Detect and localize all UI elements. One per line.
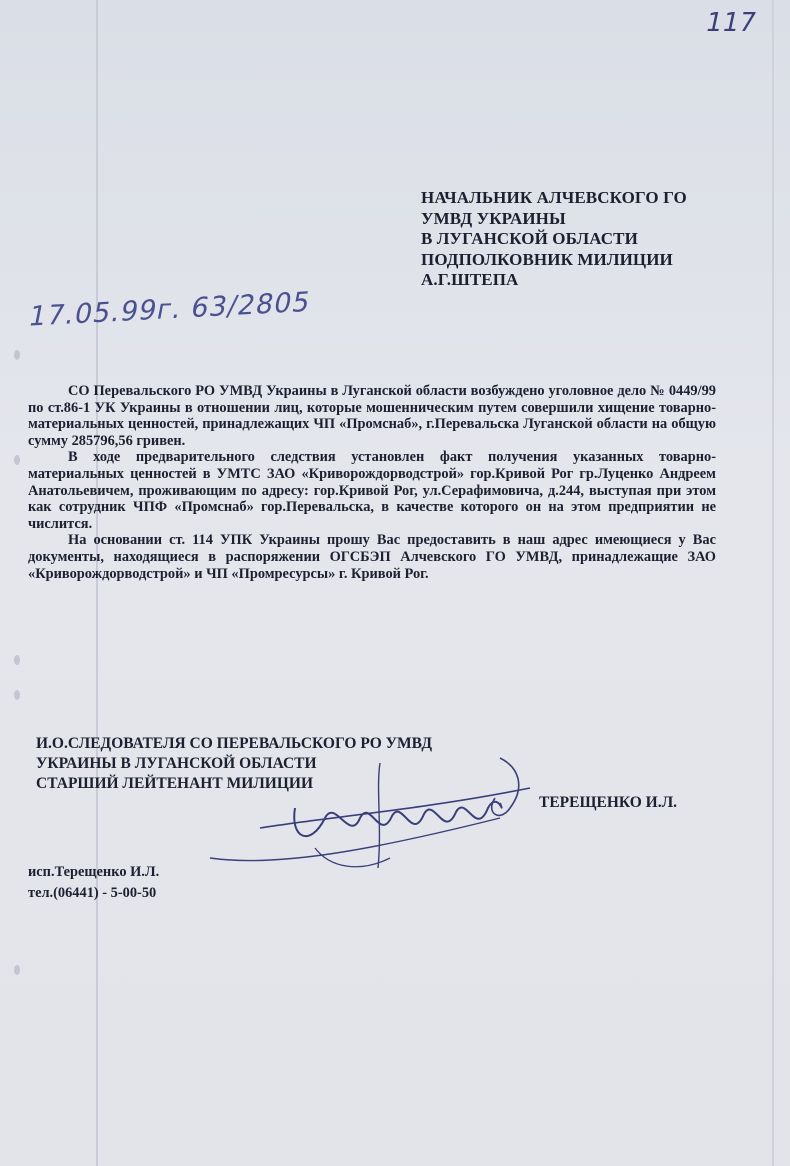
addressee-line: ПОДПОЛКОВНИК МИЛИЦИИ xyxy=(421,249,673,269)
handwritten-signature xyxy=(200,748,560,898)
signer-title-line: УКРАИНЫ В ЛУГАНСКОЙ ОБЛАСТИ xyxy=(36,755,317,772)
punch-hole xyxy=(14,965,20,975)
punch-hole xyxy=(14,350,20,360)
letter-body xyxy=(28,383,716,582)
executor-block xyxy=(28,862,159,904)
paper-fold-line xyxy=(96,0,98,1166)
handwritten-registration-mark: 17.05.99г. 63/2805 xyxy=(26,286,314,333)
addressee-line: НАЧАЛЬНИК АЛЧЕВСКОГО ГО xyxy=(421,188,687,207)
signer-name: ТЕРЕЩЕНКО И.Л. xyxy=(539,794,678,811)
body-paragraph: На основании ст. 114 УПК Украины прошу Вас предоставить в наш адрес имеющиеся у Вас документы, находящиеся в распоряжении ОГСБЭП Алчевского ГО УМВД, принадлежащие ЗАО «Криворождорводстрой» и ЧП «Промресурсы» г. Кривой Рог. xyxy=(28,532,716,582)
executor-name: исп.Терещенко И.Л. xyxy=(28,864,160,880)
addressee-line: В ЛУГАНСКОЙ ОБЛАСТИ xyxy=(421,229,638,248)
signer-title-line: И.О.СЛЕДОВАТЕЛЯ СО ПЕРЕВАЛЬСКОГО РО УМВД xyxy=(36,735,433,752)
signer-title-line: СТАРШИЙ ЛЕЙТЕНАНТ МИЛИЦИИ xyxy=(36,775,314,792)
paper-edge-line xyxy=(772,0,774,1166)
addressee-line: А.Г.ШТЕПА xyxy=(421,270,519,289)
addressee-line: УМВД УКРАИНЫ xyxy=(421,208,566,228)
punch-hole xyxy=(14,655,20,665)
body-paragraph: В ходе предварительного следствия установлен факт получения указанных товарно-материальных ценностей в УМТС ЗАО «Криворождорводстрой» гор.Кривой Рог гр.Луценко Андреем Анатольевичем, проживающим по адресу: гор.Кривой Рог, ул.Серафимовича, д.244, выступая при этом как сотрудник ЧПФ «Промснаб» гор.Перевальска, в качестве которого он на этом предприятии не числится. xyxy=(28,449,716,532)
executor-phone: тел.(06441) - 5-00-50 xyxy=(28,885,157,901)
body-paragraph: СО Перевальского РО УМВД Украины в Луганской области возбуждено уголовное дело № 0449/99 по ст.86-1 УК Украины в отношении лиц, которые мошенническим путем совершили хищение товарно-материальных ценностей, принадлежащих ЧП «Промснаб», г.Перевальска Луганской области на общую сумму 285796,56 гривен. xyxy=(28,383,716,449)
punch-hole xyxy=(14,455,20,465)
handwritten-page-number: 117 xyxy=(702,8,759,38)
punch-hole xyxy=(14,690,20,700)
addressee-block xyxy=(421,188,751,291)
